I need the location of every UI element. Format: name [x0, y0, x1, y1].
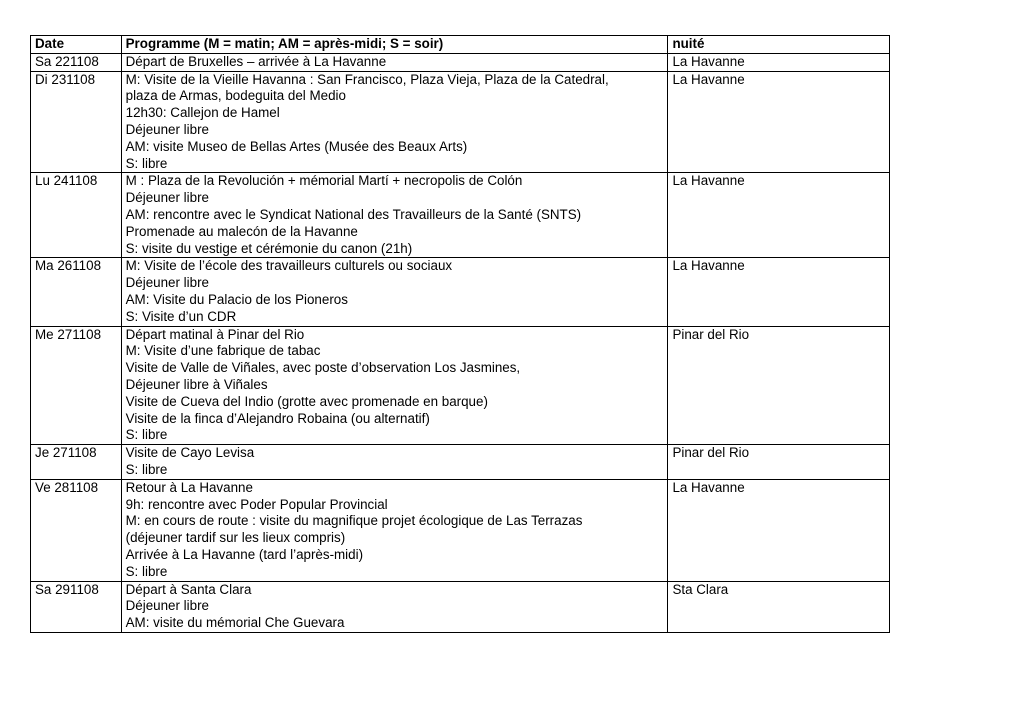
cell-programme [121, 326, 668, 445]
programme-line: M: en cours de route : visite du magnifique projet écologique de Las Terrazas [125, 513, 583, 529]
cell-programme [121, 258, 668, 326]
cell-date: Ma 261108 [31, 258, 122, 326]
programme-line: S: libre [125, 155, 168, 171]
table-row [31, 479, 890, 581]
programme-line: plaza de Armas, bodeguita del Medio [125, 88, 346, 104]
cell-nuitee: La Havanne [668, 479, 890, 581]
cell-date: Sa 221108 [31, 53, 122, 71]
header-programme: Programme (M = matin; AM = après-midi; S = soir) [121, 36, 668, 54]
cell-date: Sa 291108 [31, 581, 122, 632]
cell-nuitee: Pinar del Rio [668, 445, 890, 480]
cell-nuitee: La Havanne [668, 53, 890, 71]
programme-line: Déjeuner libre à Viñales [125, 376, 268, 392]
table-row [31, 258, 890, 326]
header-nuitee: nuité [668, 36, 890, 54]
cell-nuitee: La Havanne [668, 258, 890, 326]
cell-date: Ve 281108 [31, 479, 122, 581]
cell-nuitee: Pinar del Rio [668, 326, 890, 445]
table-row [31, 53, 890, 71]
cell-programme [121, 479, 668, 581]
programme-line: Arrivée à La Havanne (tard l’après-midi) [125, 546, 364, 562]
programme-line: M: Visite de l’école des travailleurs culturels ou sociaux [125, 258, 453, 274]
programme-line: 12h30: Callejon de Hamel [125, 105, 280, 121]
cell-programme [121, 173, 668, 258]
programme-line: Départ de Bruxelles – arrivée à La Havanne [125, 53, 387, 69]
programme-line: S: libre [125, 461, 168, 477]
programme-line: S: visite du vestige et cérémonie du canon (21h) [125, 240, 413, 256]
programme-line: Visite de Cayo Levisa [125, 445, 255, 461]
table-row [31, 445, 890, 480]
table-row [31, 173, 890, 258]
programme-line: AM: Visite du Palacio de los Pioneros [125, 291, 348, 307]
programme-line: AM: visite Museo de Bellas Artes (Musée des Beaux Arts) [125, 138, 468, 154]
programme-line: 9h: rencontre avec Poder Popular Provincial [125, 496, 388, 512]
cell-nuitee: La Havanne [668, 173, 890, 258]
cell-programme [121, 445, 668, 480]
programme-line: Déjeuner libre [125, 121, 209, 137]
programme-line: AM: visite du mémorial Che Guevara [125, 615, 345, 631]
table-row [31, 326, 890, 445]
programme-line: Visite de Valle de Viñales, avec poste d’observation Los Jasmines, [125, 360, 521, 376]
programme-line: Déjeuner libre [125, 275, 209, 291]
programme-line: Visite de la finca d’Alejandro Robaina (ou alternatif) [125, 410, 430, 426]
cell-nuitee: La Havanne [668, 71, 890, 173]
programme-line: Visite de Cueva del Indio (grotte avec promenade en barque) [125, 393, 488, 409]
programme-line: Déjeuner libre [125, 190, 209, 206]
programme-line: S: libre [125, 563, 168, 579]
programme-line: S: libre [125, 427, 168, 443]
table-row [31, 71, 890, 173]
programme-line: AM: rencontre avec le Syndicat National des Travailleurs de la Santé (SNTS) [125, 206, 582, 222]
header-row [31, 36, 890, 54]
programme-line: M: Visite de la Vieille Havanna : San Francisco, Plaza Vieja, Plaza de la Catedral, [125, 71, 609, 87]
programme-line: Départ à Santa Clara [125, 581, 252, 597]
cell-date: Me 271108 [31, 326, 122, 445]
header-date: Date [31, 36, 122, 54]
itinerary-body [31, 53, 890, 632]
cell-date: Je 271108 [31, 445, 122, 480]
programme-line: (déjeuner tardif sur les lieux compris) [125, 530, 346, 546]
cell-programme [121, 71, 668, 173]
programme-line: Retour à La Havanne [125, 479, 253, 495]
cell-date: Lu 241108 [31, 173, 122, 258]
programme-line: Départ matinal à Pinar del Rio [125, 326, 305, 342]
programme-line: M: Visite d’une fabrique de tabac [125, 343, 321, 359]
itinerary-table [30, 35, 890, 633]
programme-line: S: Visite d’un CDR [125, 308, 237, 324]
programme-line: Promenade au malecón de la Havanne [125, 223, 358, 239]
cell-programme [121, 581, 668, 632]
programme-line: Déjeuner libre [125, 598, 209, 614]
cell-programme [121, 53, 668, 71]
programme-line: M : Plaza de la Revolución + mémorial Martí + necropolis de Colón [125, 173, 523, 189]
table-row [31, 581, 890, 632]
cell-date: Di 231108 [31, 71, 122, 173]
cell-nuitee: Sta Clara [668, 581, 890, 632]
